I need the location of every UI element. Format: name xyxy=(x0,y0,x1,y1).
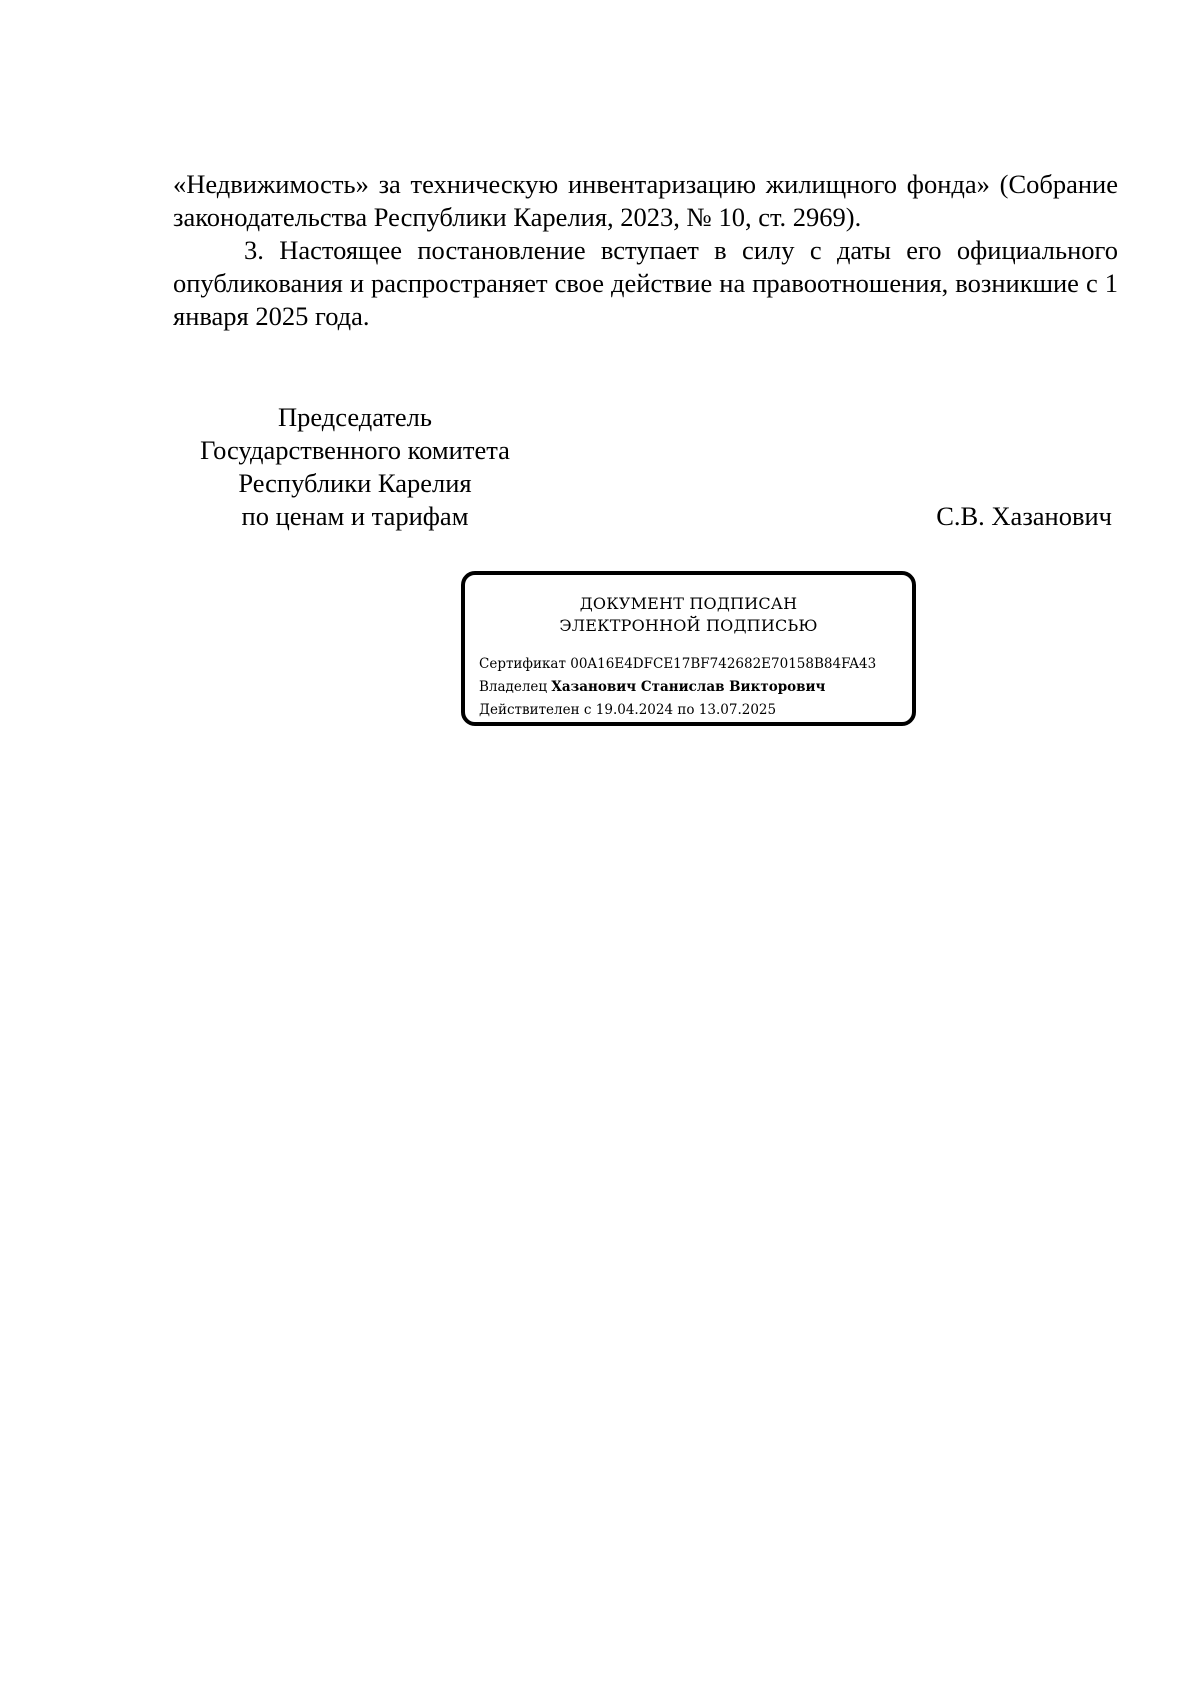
stamp-details xyxy=(479,653,876,722)
stamp-valid-from-label: Действителен с xyxy=(479,702,592,718)
stamp-owner-label: Владелец xyxy=(479,679,548,695)
stamp-valid-from: 19.04.2024 xyxy=(595,702,674,718)
stamp-title-line-2: ЭЛЕКТРОННОЙ ПОДПИСЬЮ xyxy=(559,616,818,635)
signatory-line-3: Республики Карелия xyxy=(238,468,472,498)
paragraph-3: 3. Настоящее постановление вступает в силу с даты его официального опубликования и распространяет свое действие на правоотношения, возникшие с 1 января 2025 года. xyxy=(173,235,1118,331)
stamp-certificate-row xyxy=(479,653,876,676)
stamp-valid-to-label: по xyxy=(677,702,695,718)
stamp-certificate-value: 00A16E4DFCE17BF742682E70158B84FA43 xyxy=(570,656,877,672)
paragraph-continuation: «Недвижимость» за техническую инвентаризацию жилищного фонда» (Собрание законодательства Республики Карелия, 2023, № 10, ст. 2969). xyxy=(173,169,1118,232)
signatory-title xyxy=(170,401,540,533)
signatory-line-2: Государственного комитета xyxy=(200,435,510,465)
stamp-owner-row xyxy=(479,676,876,699)
document-body xyxy=(173,168,1118,333)
electronic-signature-stamp xyxy=(461,571,916,726)
signer-name: С.В. Хазанович xyxy=(936,501,1112,531)
stamp-validity-row xyxy=(479,699,876,722)
stamp-certificate-label: Сертификат xyxy=(479,656,566,672)
stamp-valid-to: 13.07.2025 xyxy=(698,702,777,718)
stamp-owner-value: Хазанович Станислав Викторович xyxy=(551,679,826,695)
stamp-title-line-1: ДОКУМЕНТ ПОДПИСАН xyxy=(579,594,798,613)
signatory-line-4: по ценам и тарифам xyxy=(241,501,469,531)
stamp-title xyxy=(465,593,912,637)
signatory-line-1: Председатель xyxy=(278,402,432,432)
